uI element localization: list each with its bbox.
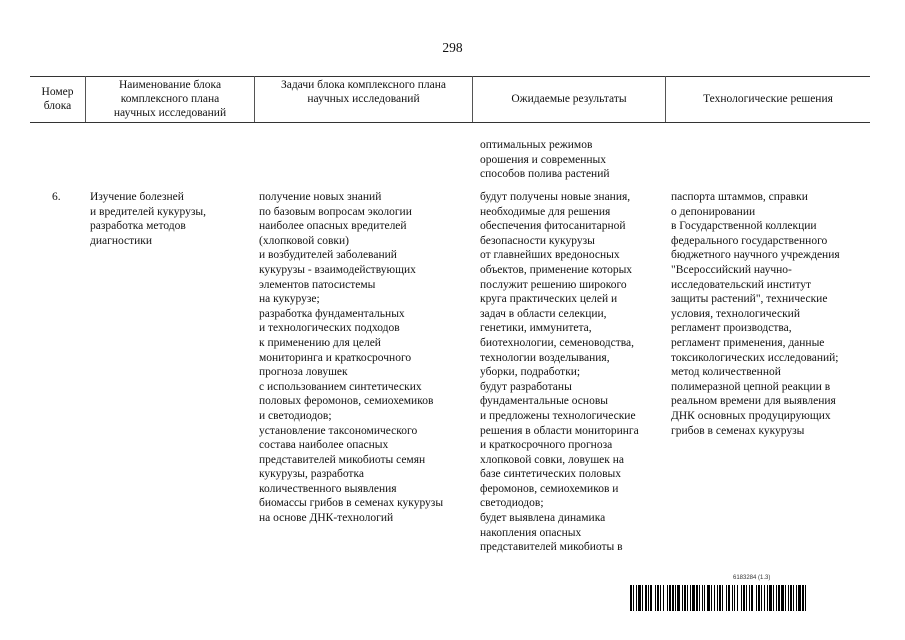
header-block-number — [30, 76, 85, 122]
header-tech-solutions-text: Технологические решения — [703, 93, 833, 105]
header-block-number-text: Номер блока — [41, 86, 74, 112]
row-expected-results: будут получены новые знания, необходимые для решения обеспечения фитосанитарной безопасности кукурузы от главнейших вредоносных объектов, применение которых послужит решению широкого круга практических целей и задач в области селекции, генетики, иммунитета, биотехнологии, семеноводства, технологии возделывания, уборки, подработки; будут разработаны фундаментальные основы и предложены технологические решения в области мониторинга и краткосрочного прогноза хлопковой совки, ловушек на базе синтетических половых феромонов, семиохемиков и светодиодов; будет выявлена динамика накопления опасных представителей микобиоты в — [480, 191, 639, 554]
header-tech-solutions — [666, 76, 870, 122]
row-tech-solutions: паспорта штаммов, справки о депонировании в Государственной коллекции федерального государственного бюджетного научного учреждения "Всероссийский научно- исследовательский институт защиты растений", технические условия, технологический регламент производства, регламент применения, данные токсикологических исследований; метод количественной полимеразной цепной реакции в реальном времени для выявления ДНК основных продуцирующих грибов в семенах кукурузы — [671, 191, 840, 437]
row-number: 6. — [52, 191, 61, 203]
header-expected-results-text: Ожидаемые результаты — [511, 93, 627, 105]
continued-results-text: оптимальных режимов орошения и современных способов полива растений — [480, 139, 610, 181]
header-block-tasks-text: Задачи блока комплексного плана научных исследований — [280, 79, 447, 105]
barcode — [630, 585, 808, 611]
header-block-name — [86, 76, 254, 122]
header-expected-results — [473, 76, 665, 122]
header-block-tasks — [255, 76, 472, 122]
page-number: 298 — [442, 40, 463, 55]
barcode-bar — [806, 585, 808, 611]
row-block-tasks: получение новых знаний по базовым вопросам экологии наиболее опасных вредителей (хлопковой совки) и возбудителей заболеваний кукурузы - взаимодействующих элементов патосистемы на кукурузе; разработка фундаментальных и технологических подходов к применению для целей мониторинга и краткосрочного прогноза ловушек с использованием синтетических половых феромонов, семиохемиков и светодиодов; установление таксономического состава наиболее опасных представителей микобиоты семян кукурузы, разработка количественного выявления биомассы грибов в семенах кукурузы на основе ДНК-технологий — [259, 191, 444, 525]
header-block-name-text: Наименование блока комплексного плана научных исследований — [113, 79, 227, 119]
barcode-number: 6183284 (1.3) — [733, 575, 771, 581]
row-block-name: Изучение болезней и вредителей кукурузы, разработка методов диагностики — [90, 191, 207, 247]
header-bottom-rule — [30, 122, 870, 123]
